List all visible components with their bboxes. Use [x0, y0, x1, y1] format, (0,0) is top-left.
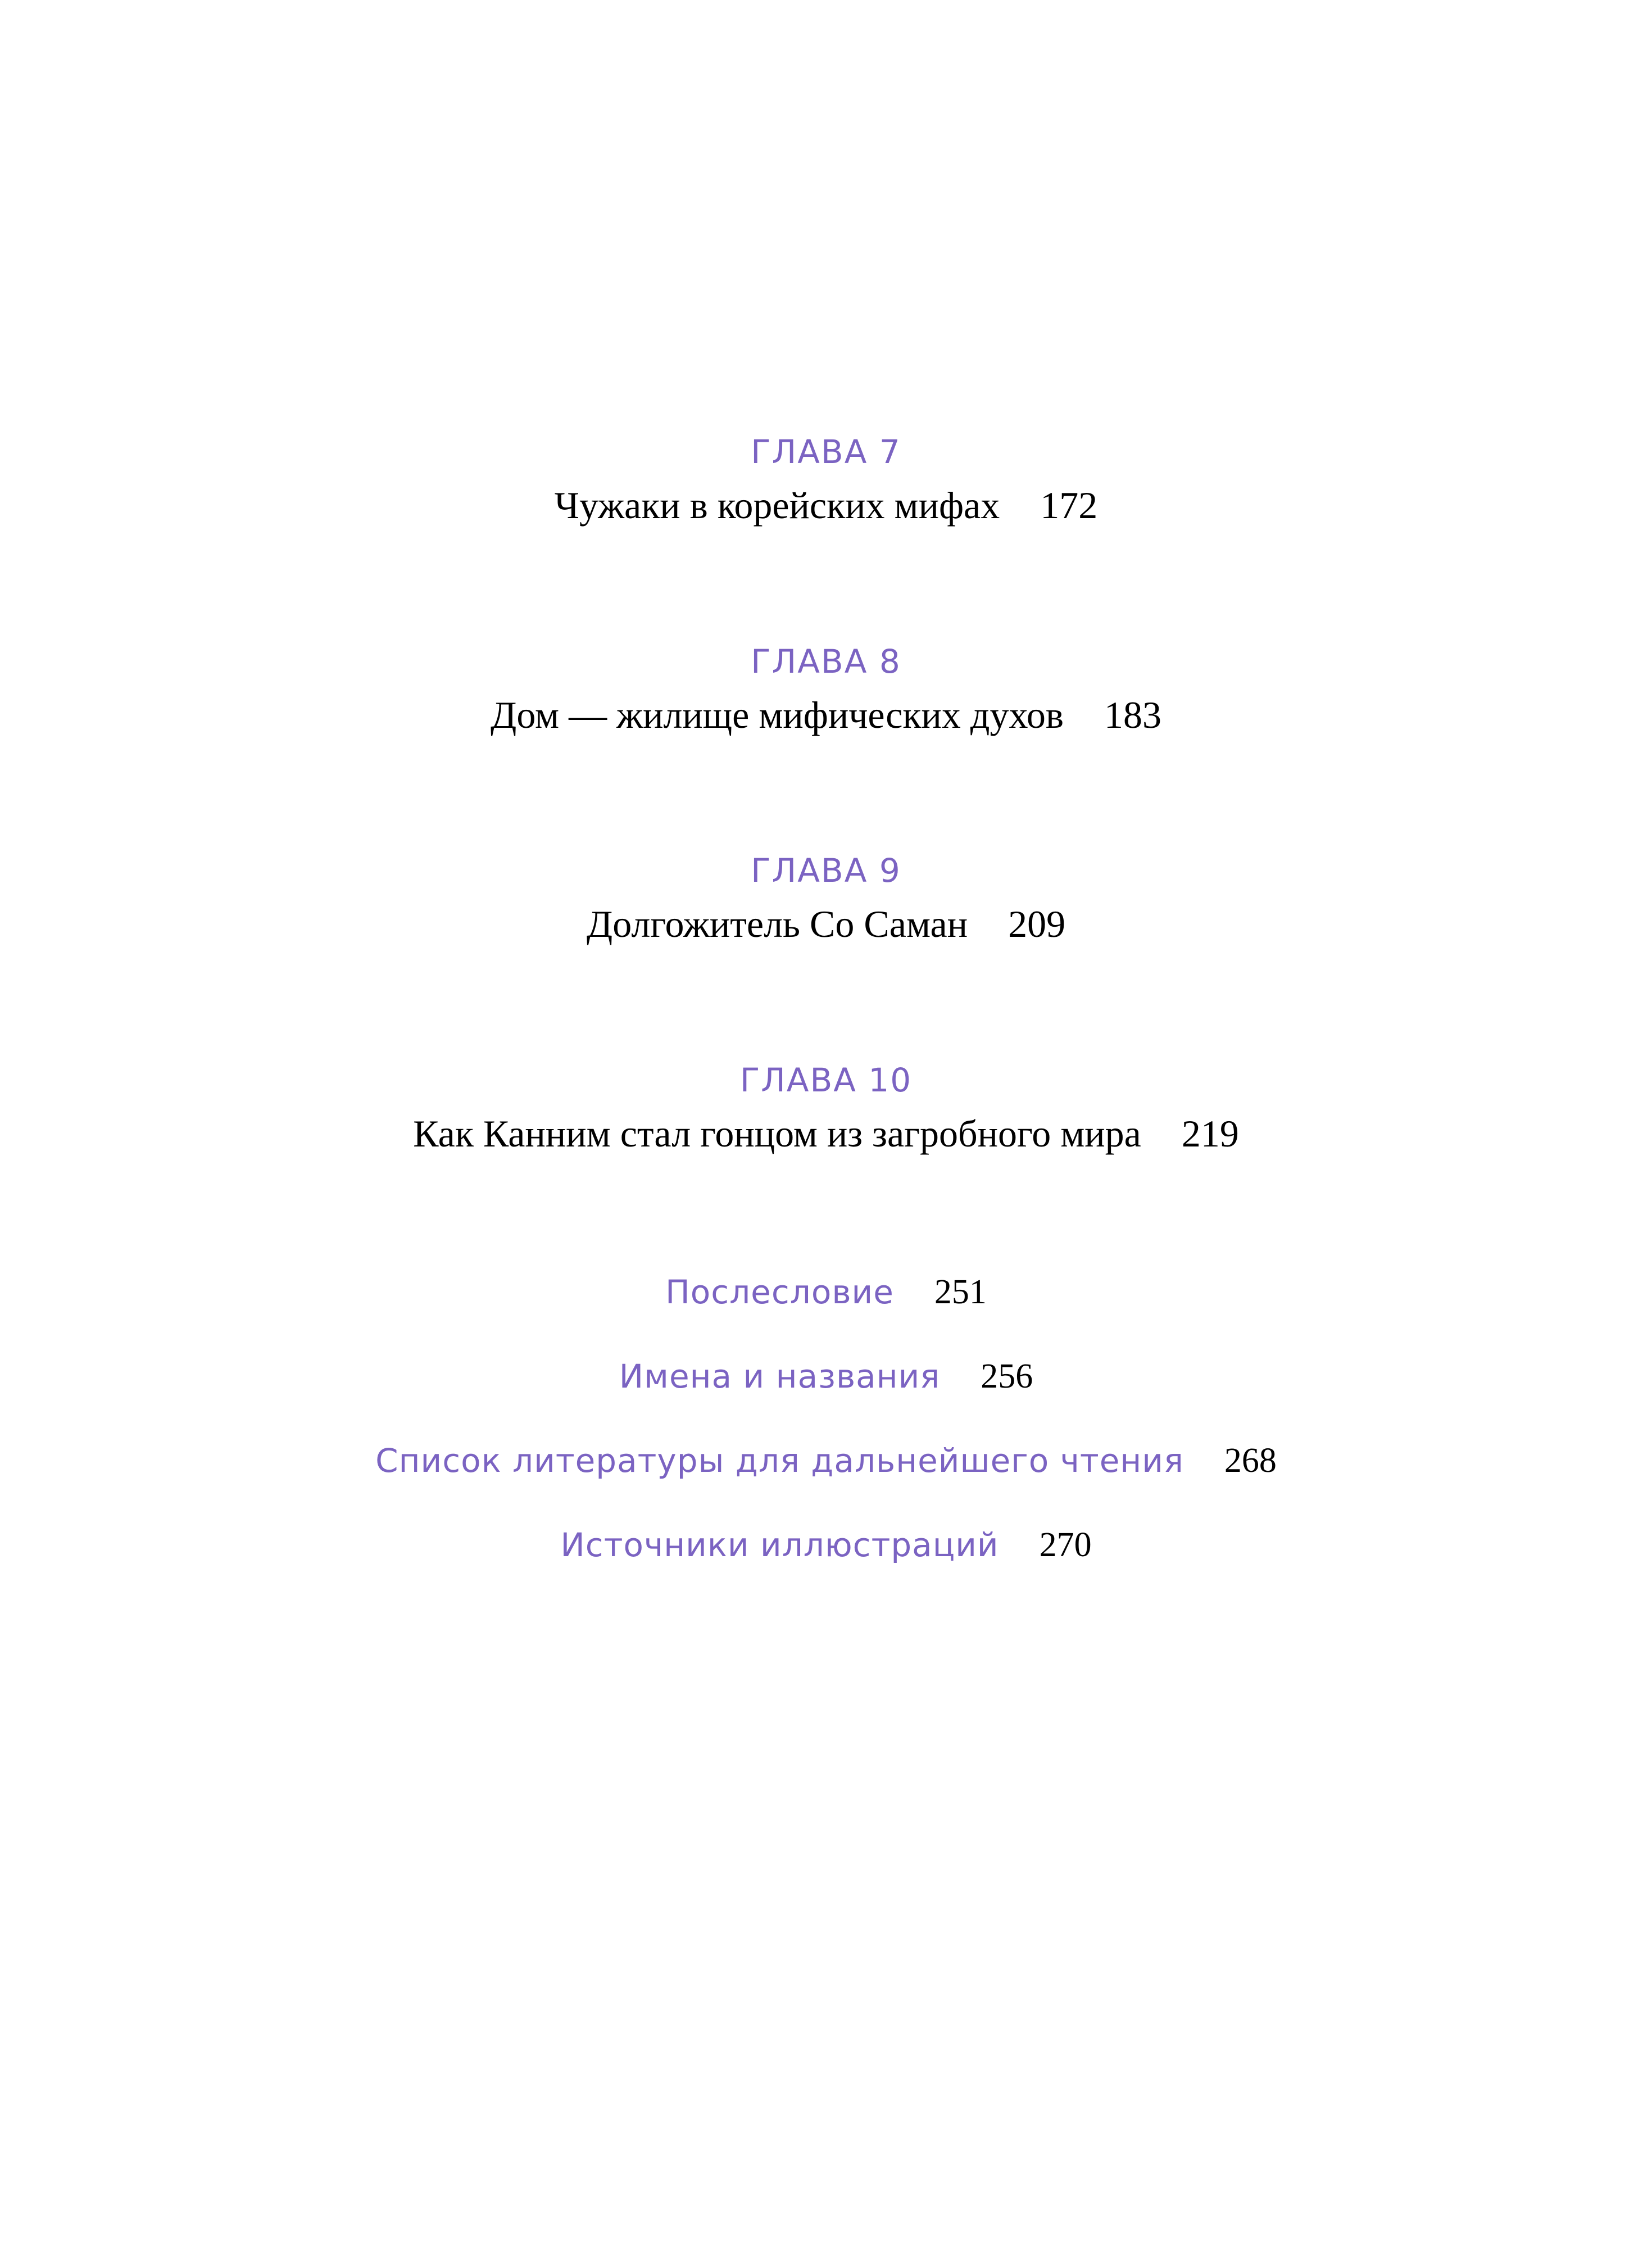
- page-number: 172: [1040, 484, 1098, 527]
- back-matter-title: Список литературы для дальнейшего чтения: [375, 1442, 1184, 1480]
- chapter-label: ГЛАВА 9: [751, 851, 901, 890]
- page-number: 270: [1039, 1526, 1092, 1564]
- back-matter-title: Послесловие: [665, 1273, 894, 1311]
- page-number: 219: [1181, 1112, 1239, 1155]
- page-number: 209: [1008, 903, 1066, 945]
- toc-entry-chapter-8[interactable]: [0, 642, 1652, 736]
- page-number: 251: [934, 1273, 987, 1311]
- toc-entry-chapter-9[interactable]: [0, 851, 1652, 945]
- page-number: 183: [1104, 694, 1162, 736]
- toc-entry-illustration-sources[interactable]: [0, 1528, 1652, 1562]
- toc-entry-chapter-7[interactable]: [0, 433, 1652, 527]
- chapter-title: Дом — жилище мифических духов: [490, 694, 1064, 736]
- chapter-title: Чужаки в корейских мифах: [554, 484, 1000, 527]
- chapter-label: ГЛАВА 8: [751, 642, 901, 681]
- chapter-title: Долгожитель Со Саман: [586, 903, 968, 945]
- page-number: 268: [1224, 1442, 1277, 1480]
- back-matter-title: Источники иллюстраций: [560, 1526, 999, 1564]
- chapter-label: ГЛАВА 10: [739, 1061, 913, 1099]
- chapter-label: ГЛАВА 7: [751, 433, 901, 471]
- toc-entry-further-reading[interactable]: [0, 1443, 1652, 1478]
- back-matter-title: Имена и названия: [619, 1357, 941, 1395]
- chapter-title: Как Канним стал гонцом из загробного мира: [413, 1112, 1141, 1155]
- toc-entry-names[interactable]: [0, 1359, 1652, 1394]
- toc-entry-afterword[interactable]: [0, 1275, 1652, 1309]
- toc-entry-chapter-10[interactable]: [0, 1061, 1652, 1155]
- page-number: 256: [981, 1357, 1033, 1395]
